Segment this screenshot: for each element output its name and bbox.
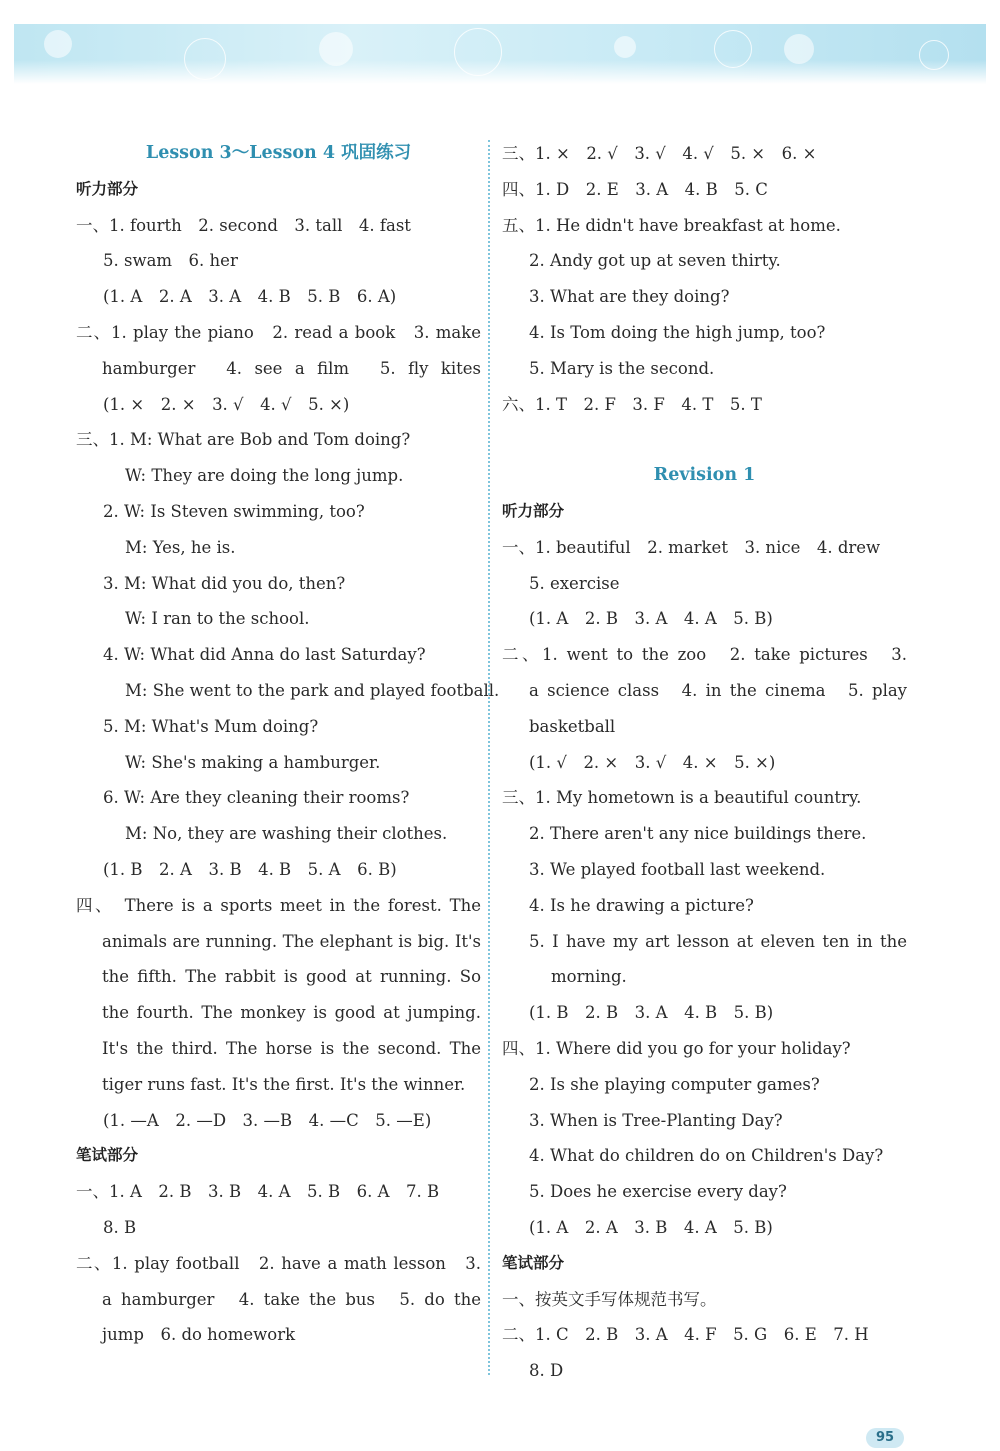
left-answer-line: 二、1. play football 2. have a math lesson 3.	[76, 1253, 481, 1273]
left-answer-line: hamburger 4. see a film 5. fly kites	[102, 358, 481, 378]
left-lesson-heading: Lesson 3～Lesson 4 巩固练习	[145, 143, 412, 163]
right-answer-line: (1. A 2. A 3. B 4. A 5. B)	[529, 1217, 773, 1237]
left-answer-line: (1. × 2. × 3. √ 4. √ 5. ×)	[103, 394, 350, 414]
right-section-label: 笔试部分	[502, 1253, 565, 1272]
right-answer-line: (1. √ 2. × 3. √ 4. × 5. ×)	[529, 752, 776, 772]
right-answer-line: 四、1. D 2. E 3. A 4. B 5. C	[502, 179, 768, 199]
right-answer-line: a science class 4. in the cinema 5. play	[529, 680, 907, 700]
left-answer-line: (1. A 2. A 3. A 4. B 5. B 6. A)	[103, 287, 397, 307]
right-answer-line: 4. What do children do on Children's Day?	[529, 1146, 884, 1166]
right-answer-line: 2. Is she playing computer games?	[529, 1074, 820, 1094]
right-answer-line: 3. We played football last weekend.	[529, 859, 826, 879]
left-answer-line: the fifth. The rabbit is good at running. So	[102, 967, 481, 987]
column-divider	[488, 140, 490, 1375]
right-answer-line: morning.	[551, 967, 627, 987]
left-answer-line: W: She's making a hamburger.	[125, 752, 381, 772]
right-answer-line: 8. D	[529, 1361, 564, 1381]
right-answer-line: 5. Mary is the second.	[529, 358, 715, 378]
right-answer-line: 5. I have my art lesson at eleven ten in the	[529, 931, 907, 951]
left-answer-line: W: I ran to the school.	[125, 609, 310, 629]
right-answer-line: (1. B 2. B 3. A 4. B 5. B)	[529, 1003, 774, 1023]
left-answer-line: It's the third. The horse is the second. The	[102, 1038, 481, 1058]
right-spacer	[502, 422, 907, 458]
right-answer-line: 三、1. My hometown is a beautiful country.	[502, 788, 862, 808]
left-section-label: 笔试部分	[76, 1146, 139, 1165]
left-answer-line: 5. swam 6. her	[103, 251, 238, 271]
right-answer-line: 四、1. Where did you go for your holiday?	[502, 1038, 851, 1058]
left-column	[76, 136, 500, 1353]
decor-bubble	[44, 30, 72, 58]
left-answer-line: animals are running. The elephant is big. It's	[102, 931, 481, 951]
left-answer-line: (1. B 2. A 3. B 4. B 5. A 6. B)	[103, 859, 397, 879]
right-answer-line: 4. Is he drawing a picture?	[529, 895, 754, 915]
left-answer-line: 4. W: What did Anna do last Saturday?	[103, 645, 426, 665]
right-answer-line: 4. Is Tom doing the high jump, too?	[529, 322, 826, 342]
left-answer-line: 二、1. play the piano 2. read a book 3. make	[76, 322, 481, 342]
left-answer-line: 三、1. M: What are Bob and Tom doing?	[76, 430, 411, 450]
left-answer-line: M: She went to the park and played football.	[125, 680, 500, 700]
left-answer-line: 6. W: Are they cleaning their rooms?	[103, 788, 410, 808]
left-section-label: 听力部分	[76, 179, 139, 198]
right-column	[502, 136, 907, 1389]
right-answer-line: 2. Andy got up at seven thirty.	[529, 251, 781, 271]
right-answer-line: 2. There aren't any nice buildings there.	[529, 824, 867, 844]
right-answer-line: 5. exercise	[529, 573, 620, 593]
right-answer-line: 五、1. He didn't have breakfast at home.	[502, 215, 841, 235]
decor-bubble	[614, 36, 636, 58]
right-answer-line: 六、1. T 2. F 3. F 4. T 5. T	[502, 394, 762, 414]
right-answer-line: 二、1. went to the zoo 2. take pictures 3.	[502, 645, 907, 665]
left-answer-line: jump 6. do homework	[102, 1325, 296, 1345]
left-answer-line: 四、 There is a sports meet in the forest. The	[76, 895, 481, 915]
left-answer-line: W: They are doing the long jump.	[125, 466, 404, 486]
right-answer-line: 一、按英文手写体规范书写。	[502, 1289, 717, 1309]
left-answer-line: M: Yes, he is.	[125, 537, 236, 557]
page-number: 95	[866, 1428, 904, 1448]
right-answer-line: 5. Does he exercise every day?	[529, 1182, 787, 1202]
right-answer-line: 三、1. × 2. √ 3. √ 4. √ 5. × 6. ×	[502, 144, 817, 163]
right-section-label: 听力部分	[502, 501, 565, 520]
left-answer-line: 5. M: What's Mum doing?	[103, 716, 319, 736]
left-answer-line: tiger runs fast. It's the first. It's the winner.	[102, 1074, 466, 1094]
left-answer-line: 8. B	[103, 1217, 137, 1237]
left-answer-line: 一、1. fourth 2. second 3. tall 4. fast	[76, 215, 411, 235]
left-answer-line: M: No, they are washing their clothes.	[125, 824, 448, 844]
right-answer-line: (1. A 2. B 3. A 4. A 5. B)	[529, 609, 773, 629]
right-answer-line: basketball	[529, 716, 616, 736]
right-answer-line: 3. What are they doing?	[529, 287, 730, 307]
left-answer-line: (1. —A 2. —D 3. —B 4. —C 5. —E)	[103, 1110, 432, 1130]
right-answer-line: 3. When is Tree-Planting Day?	[529, 1110, 783, 1130]
right-lesson-heading: Revision 1	[653, 465, 756, 486]
header-banner	[14, 24, 986, 84]
left-answer-line: 3. M: What did you do, then?	[103, 573, 346, 593]
left-answer-line: 2. W: Is Steven swimming, too?	[103, 501, 365, 521]
right-answer-line: 二、1. C 2. B 3. A 4. F 5. G 6. E 7. H	[502, 1325, 869, 1345]
left-answer-line: the fourth. The monkey is good at jumping.	[102, 1003, 481, 1023]
right-answer-line: 一、1. beautiful 2. market 3. nice 4. drew	[502, 537, 881, 557]
left-answer-line: 一、1. A 2. B 3. B 4. A 5. B 6. A 7. B	[76, 1182, 440, 1202]
left-answer-line: a hamburger 4. take the bus 5. do the	[102, 1289, 481, 1309]
